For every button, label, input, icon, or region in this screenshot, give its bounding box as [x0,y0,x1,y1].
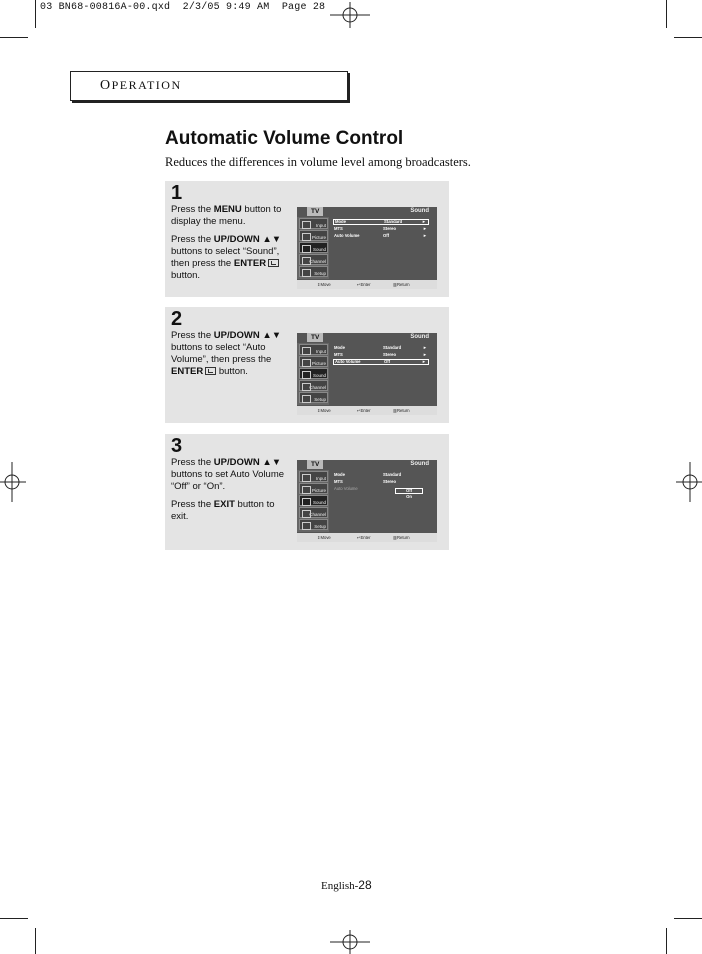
enter-hint: ↵ Enter [357,282,371,287]
return-hint: ▥ Return [393,535,410,540]
enter-button-icon [268,259,279,267]
side-menu-item-picture[interactable] [299,483,328,494]
menu-title: Sound [410,208,429,214]
sound-icon [302,245,311,253]
instruction-text: MENU [213,204,242,215]
arrow-right-icon: ► [422,226,427,231]
side-menu-item-picture[interactable] [299,230,328,241]
channel-icon [302,510,311,518]
enter-hint: ↵ Enter [357,535,371,540]
tv-side-menu [297,343,329,405]
step-instructions [171,457,291,529]
side-menu-label: Setup [314,524,326,529]
side-menu-item-channel[interactable] [299,507,328,518]
input-icon [302,347,311,355]
arrow-right-icon: ► [421,359,426,364]
instruction-text: button. [171,270,201,281]
side-menu-item-sound[interactable] [299,368,328,379]
option-item[interactable]: Off [395,488,423,494]
instruction-text: Press the [171,457,214,468]
tv-menu-footer [297,406,437,415]
menu-row-value: Off [383,233,390,238]
picture-icon [302,359,311,367]
tv-menu-list [331,472,433,532]
side-menu-label: Input [315,223,326,228]
print-header: 03 BN68-00816A-00.qxd 2/3/05 9:49 AM Page 28 [40,2,326,13]
menu-row[interactable] [333,226,429,232]
instruction-paragraph [171,204,291,228]
instruction-text: button. [216,366,248,377]
instruction-text: buttons to select “Sound”, then press the [171,246,280,269]
side-menu-label: Sound [312,500,326,505]
side-menu-label: Picture [311,361,326,366]
crop-mark [0,918,28,919]
instruction-text: Press the [171,330,214,341]
menu-row[interactable] [333,219,429,225]
side-menu-label: Input [315,349,326,354]
tv-menu-footer [297,533,437,542]
crop-mark [674,37,702,38]
side-menu-item-input[interactable] [299,344,328,355]
registration-mark-icon [0,462,26,502]
instruction-text: UP/DOWN ▲▼ [213,457,282,468]
crop-mark [0,37,28,38]
side-menu-item-input[interactable] [299,471,328,482]
instruction-paragraph [171,499,291,523]
side-menu-label: Setup [314,397,326,402]
menu-title: Sound [410,461,429,467]
side-menu-label: Sound [312,373,326,378]
side-menu-label: Picture [311,488,326,493]
step-number: 2 [171,308,183,330]
menu-row-value: Stereo [383,352,397,357]
menu-row[interactable] [333,352,429,358]
menu-row[interactable] [333,479,429,485]
menu-row-value: Standard [384,219,403,224]
crop-mark [666,0,667,28]
instruction-text: button to exit. [171,499,275,522]
side-menu-item-channel[interactable] [299,254,328,265]
instruction-text: buttons to set Auto Volume “Off” or “On”. [171,469,285,492]
menu-row-label: MTS [334,226,343,231]
instruction-paragraph [171,457,291,493]
instruction-text: buttons to select “Auto Volume”, then press the [171,342,272,365]
return-hint: ▥ Return [393,408,410,413]
tv-side-menu [297,217,329,279]
step-panel [165,307,449,423]
enter-hint: ↵ Enter [357,408,371,413]
page-number: English-28 [321,878,372,892]
crop-mark [35,0,36,28]
section-title: OPERATION [100,78,182,93]
menu-row[interactable] [333,359,429,365]
menu-row-label: Mode [334,345,345,350]
instruction-paragraph [171,330,291,378]
sound-icon [302,371,311,379]
step-panel [165,181,449,297]
side-menu-item-sound[interactable] [299,242,328,253]
tv-menu-header [297,460,437,470]
menu-row-label: Auto Volume [335,359,361,364]
menu-title: Sound [410,334,429,340]
instruction-text: Press the [171,499,214,510]
side-menu-item-input[interactable] [299,218,328,229]
input-icon [302,221,311,229]
step-number: 1 [171,182,183,204]
step-instructions [171,204,291,288]
setup-icon [302,395,311,403]
side-menu-label: Sound [312,247,326,252]
side-menu-label: Picture [311,235,326,240]
step-instructions [171,330,291,384]
input-icon [302,474,311,482]
menu-row[interactable] [333,233,429,239]
arrow-right-icon: ► [421,219,426,224]
menu-row-value: Off [384,359,391,364]
menu-row-value: Standard [383,345,402,350]
instruction-text: Press the [171,204,214,215]
tv-menu-list [331,219,433,279]
tv-menu-header [297,333,437,343]
side-menu-item-setup[interactable] [299,392,328,403]
registration-mark-icon [330,930,370,954]
side-menu-item-picture[interactable] [299,356,328,367]
registration-mark-icon [676,462,702,502]
instruction-text: button to display the menu. [171,204,282,227]
tv-menu-screen [297,460,437,542]
option-item[interactable]: On [406,494,412,499]
side-menu-label: Channel [309,512,326,517]
menu-row-value: Standard [383,472,402,477]
menu-row-label: MTS [334,479,343,484]
arrow-right-icon: ► [422,345,427,350]
instruction-text: Press the [171,234,214,245]
side-menu-label: Channel [309,259,326,264]
tv-menu-footer [297,280,437,289]
crop-mark [35,928,36,954]
move-hint: ⇕ Move [317,535,331,540]
step-panel [165,434,449,550]
page-title: Automatic Volume Control [165,128,404,149]
registration-mark-icon [330,2,370,28]
crop-mark [674,918,702,919]
side-menu-label: Setup [314,271,326,276]
channel-icon [302,383,311,391]
menu-row-label: MTS [334,352,343,357]
side-menu-item-sound[interactable] [299,495,328,506]
side-menu-label: Channel [309,385,326,390]
menu-row[interactable] [333,345,429,351]
channel-icon [302,257,311,265]
tv-menu-screen [297,207,437,289]
tv-menu-screen [297,333,437,415]
side-menu-item-setup[interactable] [299,519,328,530]
menu-row-label: Mode [334,472,345,477]
instruction-text: EXIT [213,499,235,510]
menu-row-label: Auto Volume [334,233,360,238]
instruction-text: UP/DOWN ▲▼ [213,330,282,341]
menu-row[interactable] [333,472,429,478]
crop-mark [666,928,667,954]
side-menu-label: Input [315,476,326,481]
instruction-paragraph [171,234,291,282]
tv-side-menu [297,470,329,532]
option-list [395,488,423,500]
instruction-text: ENTER [233,258,267,269]
tv-label: TV [307,207,323,216]
tv-label: TV [307,460,323,469]
arrow-right-icon: ► [422,233,427,238]
return-hint: ▥ Return [393,282,410,287]
move-hint: ⇕ Move [317,408,331,413]
step-number: 3 [171,435,183,457]
move-hint: ⇕ Move [317,282,331,287]
tv-label: TV [307,333,323,342]
menu-row-label: Auto Volume [334,486,358,491]
sound-icon [302,498,311,506]
setup-icon [302,522,311,530]
instruction-text: UP/DOWN ▲▼ [213,234,282,245]
menu-row-value: Stereo [383,226,397,231]
arrow-right-icon: ► [422,352,427,357]
picture-icon [302,233,311,241]
menu-row-label: Mode [335,219,346,224]
enter-button-icon [205,367,216,375]
picture-icon [302,486,311,494]
setup-icon [302,269,311,277]
tv-menu-list [331,345,433,405]
page-subtitle: Reduces the differences in volume level among broadcasters. [165,155,471,169]
instruction-text: ENTER [171,366,204,377]
side-menu-item-setup[interactable] [299,266,328,277]
tv-menu-header [297,207,437,217]
side-menu-item-channel[interactable] [299,380,328,391]
menu-row-value: Stereo [383,479,397,484]
